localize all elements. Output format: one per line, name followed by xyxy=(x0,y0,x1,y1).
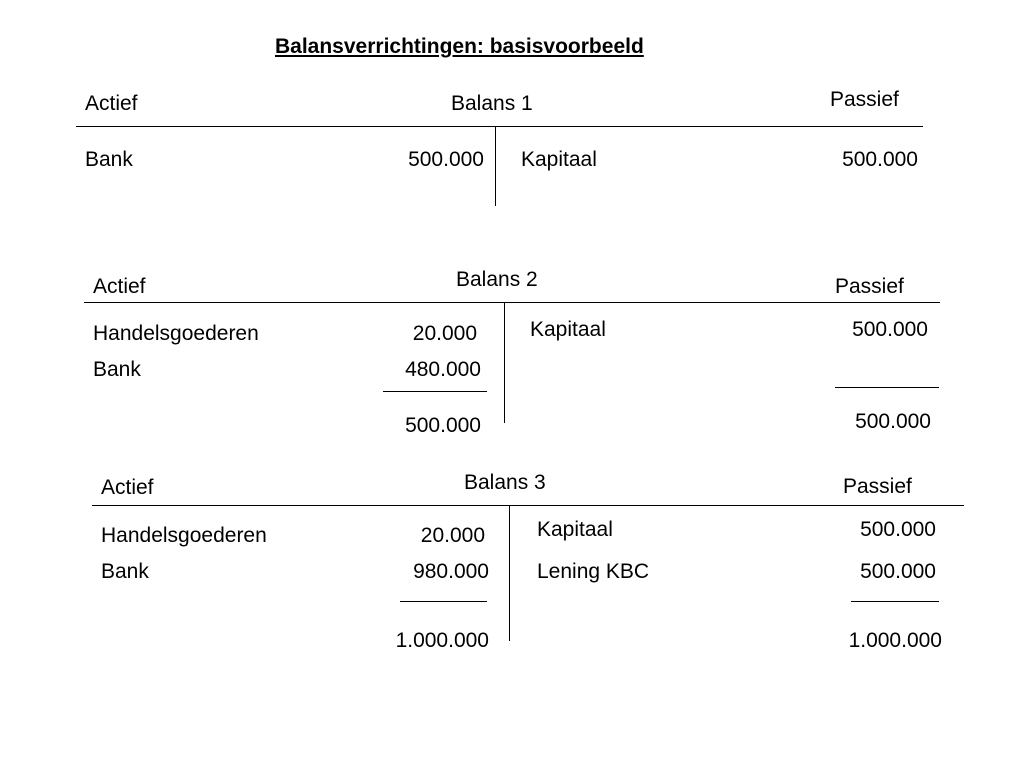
asset-label: Bank xyxy=(101,560,149,583)
t-account-horizontal-line xyxy=(84,302,940,303)
liability-value: 500.000 xyxy=(860,518,936,541)
liability-value: 500.000 xyxy=(852,318,928,341)
passief-header: Passief xyxy=(835,275,904,298)
page-title: Balansverrichtingen: basisvoorbeeld xyxy=(275,35,644,58)
liability-label: Kapitaal xyxy=(537,518,613,541)
liability-total: 1.000.000 xyxy=(848,629,942,652)
actief-header: Actief xyxy=(93,275,146,298)
asset-value: 980.000 xyxy=(413,560,489,583)
balance-title: Balans 3 xyxy=(464,471,546,494)
t-account-horizontal-line xyxy=(76,126,923,127)
asset-value: 20.000 xyxy=(412,322,477,345)
subtotal-line xyxy=(383,391,487,392)
passief-header: Passief xyxy=(843,475,912,498)
asset-total: 500.000 xyxy=(405,414,481,437)
asset-label: Bank xyxy=(85,148,133,171)
t-account-vertical-line xyxy=(509,505,510,641)
actief-header: Actief xyxy=(101,476,154,499)
subtotal-line xyxy=(851,601,939,602)
liability-value: 500.000 xyxy=(860,560,936,583)
passief-header: Passief xyxy=(830,88,899,111)
liability-label: Kapitaal xyxy=(521,148,597,171)
balance-title: Balans 1 xyxy=(451,92,533,115)
t-account-horizontal-line xyxy=(92,505,964,506)
asset-value: 480.000 xyxy=(405,358,481,381)
asset-label: Bank xyxy=(93,358,141,381)
liability-label: Lening KBC xyxy=(537,560,650,583)
subtotal-line xyxy=(835,387,939,388)
balance-title: Balans 2 xyxy=(456,268,538,291)
asset-label: Handelsgoederen xyxy=(101,524,267,547)
asset-value: 20.000 xyxy=(420,524,485,547)
liability-value: 500.000 xyxy=(842,148,918,171)
liability-label: Kapitaal xyxy=(530,318,606,341)
t-account-vertical-line xyxy=(495,126,496,206)
asset-label: Handelsgoederen xyxy=(93,322,259,345)
asset-total: 1.000.000 xyxy=(395,629,489,652)
liability-total: 500.000 xyxy=(855,410,931,433)
t-account-vertical-line xyxy=(504,302,505,423)
subtotal-line xyxy=(400,601,487,602)
actief-header: Actief xyxy=(85,92,138,115)
asset-value: 500.000 xyxy=(408,148,484,171)
